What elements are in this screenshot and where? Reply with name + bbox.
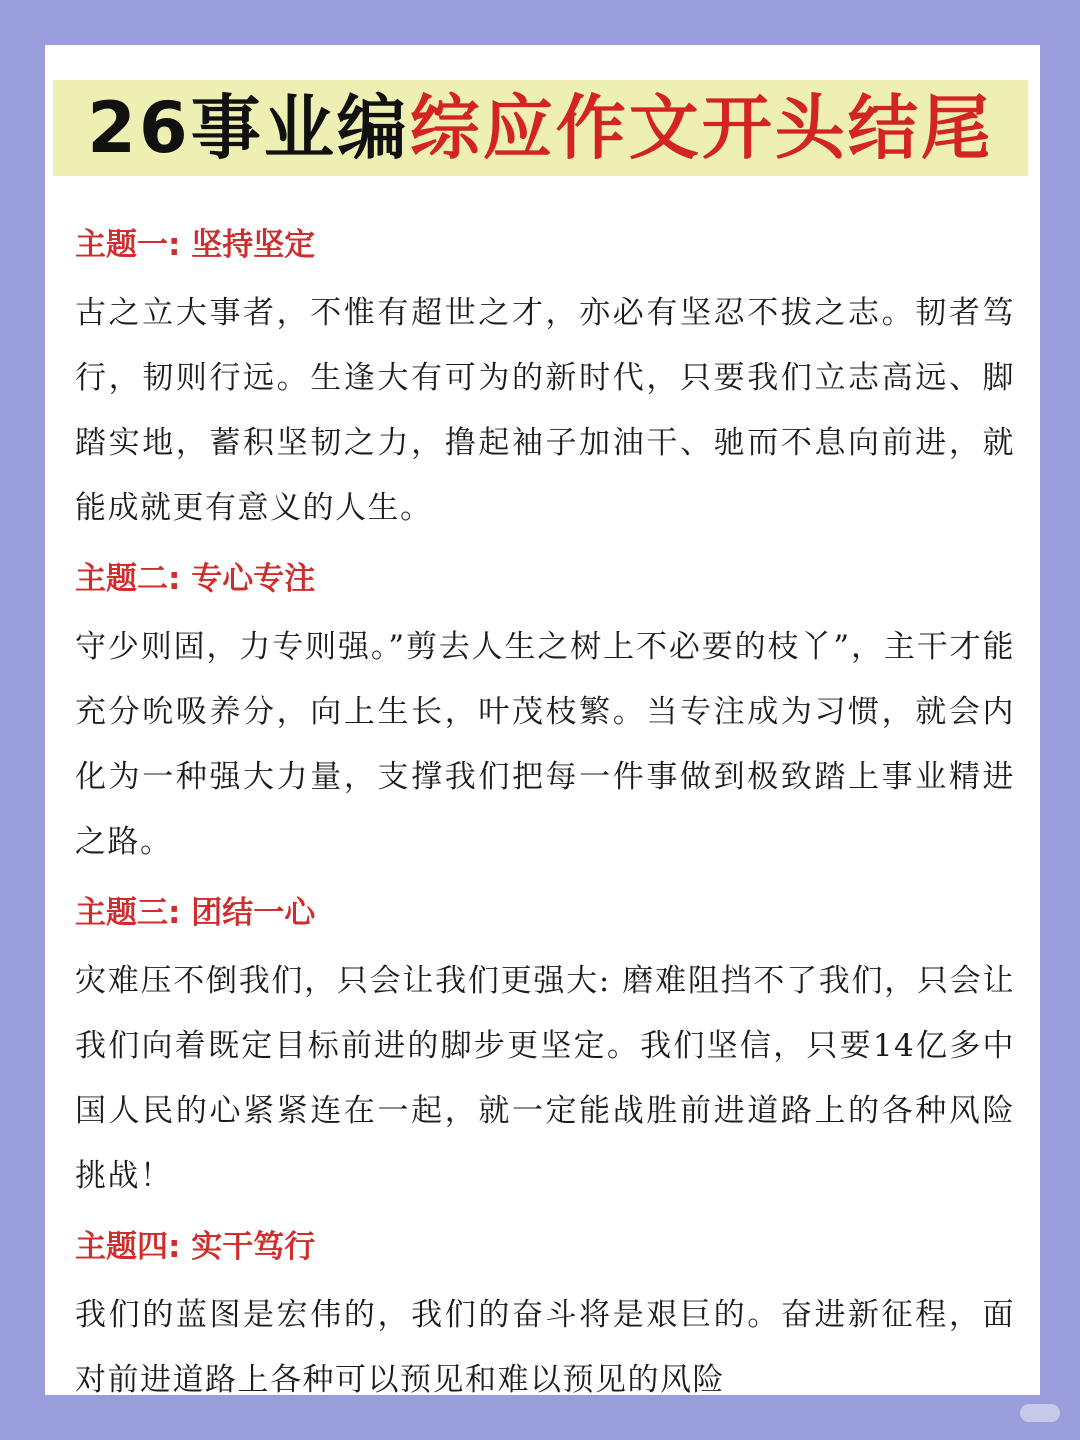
section-paragraph-3: 灾难压不倒我们，只会让我们更强大: 磨难阻挡不了我们，只会让我们向着既定目标前进的脚步更坚定。我们坚信，只要14亿多中国人民的心紧紧连在一起，就一定能战胜前进道路上的各种风险挑战！ [75, 963, 1015, 1194]
section-paragraph-4: 我们的蓝图是宏伟的，我们的奋斗将是艰巨的。奋进新征程，面对前进道路上各种可以预见和难以预见的风险 [75, 1297, 1015, 1398]
document-card [45, 45, 1040, 1398]
title-banner [53, 80, 1028, 176]
section-heading-4: 主题四: 实干笃行 [75, 1229, 316, 1265]
section-heading-1: 主题一: 坚持坚定 [75, 227, 316, 263]
title-main: 综应作文开头结尾 [409, 87, 994, 169]
title-prefix: 26事业编 [87, 87, 410, 169]
section-paragraph-1: 古之立大事者，不惟有超世之才，亦必有坚忍不拔之志。韧者笃行，韧则行远。生逢大有可为的新时代，只要我们立志高远、脚踏实地，蓄积坚韧之力，撸起袖子加油干、驰而不息向前进，就能成就更有意义的人生。 [75, 295, 1015, 526]
watermark-badge [1020, 1404, 1060, 1422]
section-paragraph-2: 守少则固，力专则强。”剪去人生之树上不必要的枝丫”，主干才能充分吮吸养分，向上生长，叶茂枝繁。当专注成为习惯，就会内化为一种强大力量，支撑我们把每一件事做到极致踏上事业精进之路。 [75, 629, 1015, 860]
section-heading-3: 主题三: 团结一心 [75, 895, 316, 931]
article-body [75, 221, 1015, 1427]
section-heading-2: 主题二: 专心专注 [75, 561, 316, 597]
